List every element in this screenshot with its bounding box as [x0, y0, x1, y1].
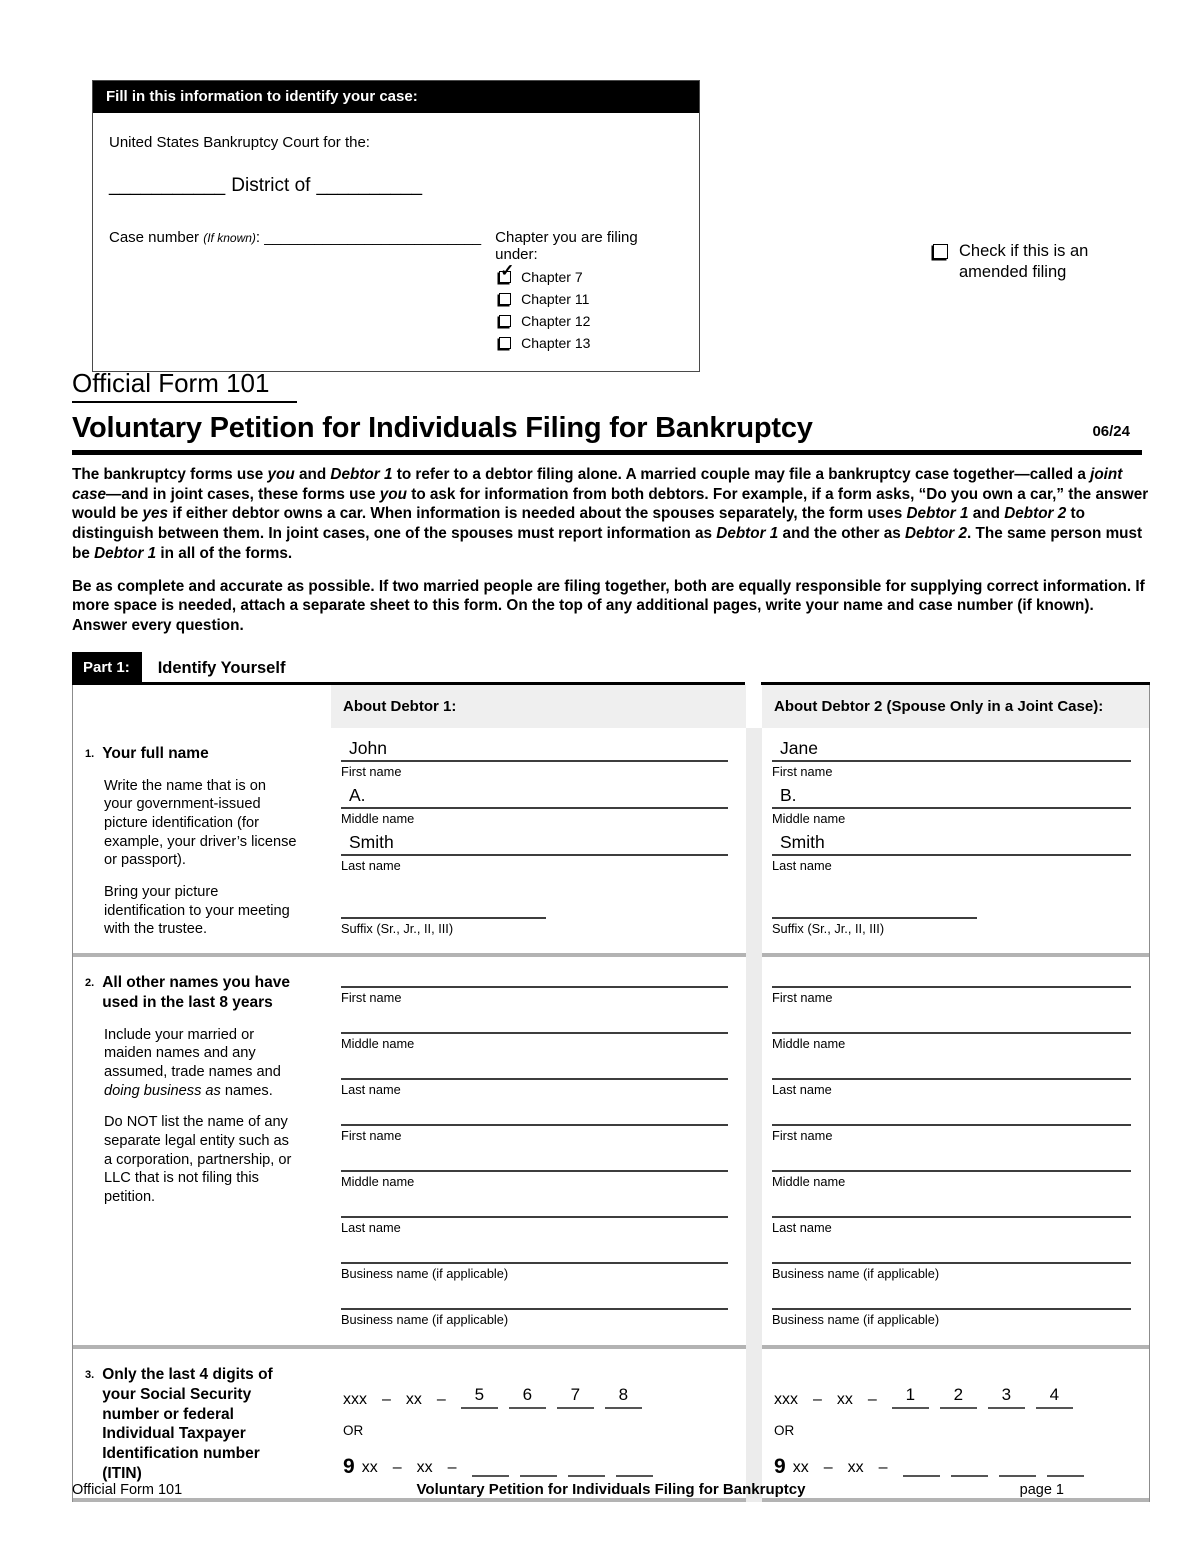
chapter-7-option[interactable]: [499, 269, 683, 285]
table-header-row: [73, 685, 1149, 728]
d1-other-last-name-2-field[interactable]: Last name: [341, 1197, 728, 1235]
d1-or-label: OR: [343, 1422, 364, 1438]
chapter-13-label: Chapter 13: [521, 335, 591, 351]
q2-number: 2.: [85, 976, 95, 989]
blank-line: [341, 1013, 728, 1034]
amended-filing-option[interactable]: [933, 241, 1134, 282]
chapter-options-group: [495, 229, 683, 351]
chapter-7-checkbox[interactable]: [499, 271, 511, 283]
identify-yourself-table: [72, 685, 1150, 1502]
d1-itin-digit-2[interactable]: [520, 1453, 557, 1477]
d1-itin-line[interactable]: 9 xx – xx –: [343, 1453, 728, 1477]
blank-line: [772, 1197, 1131, 1218]
blank-line: [772, 1059, 1131, 1080]
blank-line: [341, 967, 728, 988]
q3-debtor2-cell: [762, 1345, 1149, 1498]
part1-title: Identify Yourself: [157, 658, 286, 677]
part1-gap: [745, 652, 761, 685]
d2-itin-line[interactable]: 9 xx – xx –: [774, 1453, 1131, 1477]
page-footer: [72, 1481, 1150, 1498]
d1-middle-name-label: Middle name: [341, 810, 415, 826]
blank-line: [772, 1151, 1131, 1172]
d2-itin-digit-1[interactable]: [903, 1453, 940, 1477]
blank-line: [341, 1289, 728, 1310]
q3-title: Only the last 4 digits of your Social Security number or federal Individual Taxpayer Identification number (ITIN): [102, 1365, 273, 1483]
chapter-11-checkbox[interactable]: [499, 293, 511, 305]
d1-ssn-digit-1[interactable]: 5: [461, 1385, 498, 1409]
d2-business-name-1-field[interactable]: Business name (if applicable): [772, 1243, 1131, 1281]
debtor1-column-header: About Debtor 1:: [331, 685, 746, 728]
case-number-input[interactable]: __________________________: [264, 229, 482, 246]
q3-question-cell: [73, 1345, 331, 1498]
part1-badge: Part 1:: [72, 652, 142, 682]
d2-last-name-value: Smith: [772, 832, 1131, 856]
chapter-filing-label: Chapter you are filing under:: [495, 229, 638, 263]
d1-first-name-value: John: [341, 738, 728, 762]
chapter-11-option[interactable]: [499, 291, 683, 307]
blank-line: [772, 1013, 1131, 1034]
blank-line: [341, 1105, 728, 1126]
d2-suffix-label: Suffix (Sr., Jr., II, III): [772, 920, 885, 936]
amended-filing-checkbox[interactable]: [933, 244, 948, 259]
d2-other-last-name-1-field[interactable]: Last name: [772, 1059, 1131, 1097]
d1-itin-digit-4[interactable]: [616, 1453, 653, 1477]
q1-description-1: Write the name that is on your government-issued picture identification (for example, your driver’s license or passport).: [104, 777, 297, 869]
d1-other-first-name-2-field[interactable]: First name: [341, 1105, 728, 1143]
d1-last-name-label: Last name: [341, 857, 401, 873]
case-id-box-header: Fill in this information to identify your case:: [93, 81, 699, 113]
chapter-12-checkbox[interactable]: [499, 315, 511, 327]
case-number-group: [109, 229, 481, 246]
blank-line: [772, 967, 1131, 988]
d1-itin-digit-1[interactable]: [472, 1453, 509, 1477]
footer-form-title: Voluntary Petition for Individuals Filing for Bankruptcy: [416, 1481, 806, 1498]
d2-ssn-digit-1[interactable]: 1: [892, 1385, 929, 1409]
d2-last-name-field[interactable]: [772, 832, 1131, 873]
d2-other-first-name-1-field[interactable]: First name: [772, 967, 1131, 1005]
d2-ssn-digit-2[interactable]: 2: [940, 1385, 977, 1409]
chapter-7-label: Chapter 7: [521, 269, 583, 285]
district-of-label: District of: [231, 175, 311, 196]
row-other-names: [73, 953, 1149, 1345]
chapter-11-label: Chapter 11: [521, 291, 590, 307]
column-gap: [746, 685, 762, 728]
d2-other-middle-name-2-field[interactable]: Middle name: [772, 1151, 1131, 1189]
row-ssn: [73, 1345, 1149, 1498]
d2-itin-digit-4[interactable]: [1047, 1453, 1084, 1477]
d2-ssn-digit-4[interactable]: 4: [1036, 1385, 1073, 1409]
debtor2-column-header: About Debtor 2 (Spouse Only in a Joint Case):: [762, 685, 1149, 728]
q1-number: 1.: [85, 747, 95, 760]
footer-form-number: Official Form 101: [72, 1482, 183, 1498]
d2-other-first-name-2-field[interactable]: First name: [772, 1105, 1131, 1143]
title-rule: [72, 450, 1142, 455]
chapter-13-option[interactable]: [499, 335, 683, 351]
d1-first-name-label: First name: [341, 763, 402, 779]
column-gap: [746, 953, 762, 1345]
intro-paragraph-1: The bankruptcy forms use you and Debtor 1 to refer to a debtor filing alone. A married couple may file a bankruptcy case together—called a joint case—and in joint cases, these forms use you to ask for information from both debtors. For example, if a form asks, “Do you own a car,” the answer would be yes if either debtor owns a car. When information is needed about the spouses separately, the form uses Debtor 1 and Debtor 2 to distinguish between them. In joint cases, one of the spouses must report information as Debtor 1 and the other as Debtor 2. The same person must be Debtor 1 in all of the forms.: [72, 466, 1149, 562]
d2-itin-digit-2[interactable]: [951, 1453, 988, 1477]
d1-middle-name-value: A.: [341, 785, 728, 809]
d2-middle-name-field[interactable]: [772, 785, 1131, 826]
form-number-label: Official Form 101: [72, 368, 297, 403]
q1-debtor2-cell: [762, 728, 1149, 953]
case-number-chapter-row: [109, 229, 683, 351]
case-number-label: Case number: [109, 229, 200, 246]
blank-line: [341, 1059, 728, 1080]
case-id-box-body: [93, 113, 699, 371]
d1-itin-digit-3[interactable]: [568, 1453, 605, 1477]
d1-other-first-name-1-field[interactable]: First name: [341, 967, 728, 1005]
case-number-colon: :: [255, 229, 261, 246]
d2-or-label: OR: [774, 1422, 795, 1438]
d2-first-name-label: First name: [772, 763, 833, 779]
d2-suffix-value: [772, 895, 977, 919]
d1-last-name-value: Smith: [341, 832, 728, 856]
title-row: [72, 412, 1150, 445]
page-title: Voluntary Petition for Individuals Filing for Bankruptcy: [72, 412, 813, 444]
case-id-box: [92, 80, 700, 372]
d1-suffix-label: Suffix (Sr., Jr., II, III): [341, 920, 454, 936]
q1-question-cell: [73, 728, 331, 953]
d2-ssn-digit-3[interactable]: 3: [988, 1385, 1025, 1409]
chapter-12-option[interactable]: [499, 313, 683, 329]
q2-debtor2-cell: [762, 953, 1149, 1345]
d2-itin-digit-3[interactable]: [999, 1453, 1036, 1477]
intro-paragraph-2: Be as complete and accurate as possible. If two married people are filing together, both are equally responsible for supplying correct information. If more space is needed, attach a separate sheet to this form. On the top of any additional pages, write your name and case number (if known). Answer every question.: [72, 577, 1145, 635]
part1-header: [72, 652, 1150, 685]
d2-other-last-name-2-field[interactable]: Last name: [772, 1197, 1131, 1235]
d2-business-name-2-field[interactable]: Business name (if applicable): [772, 1289, 1131, 1327]
d1-suffix-field[interactable]: [341, 895, 728, 936]
d2-other-middle-name-1-field[interactable]: Middle name: [772, 1013, 1131, 1051]
table-bottom-separator: [73, 1498, 1149, 1502]
d1-other-middle-name-1-field[interactable]: Middle name: [341, 1013, 728, 1051]
row-full-name: [73, 728, 1149, 953]
d2-first-name-field[interactable]: [772, 738, 1131, 779]
chapter-12-label: Chapter 12: [521, 313, 591, 329]
chapter-13-checkbox[interactable]: [499, 337, 511, 349]
d1-business-name-1-field[interactable]: Business name (if applicable): [341, 1243, 728, 1281]
d1-ssn-line[interactable]: xxx – xx – 5 6 7 8: [343, 1385, 728, 1409]
footer-page-number: page 1: [1019, 1482, 1064, 1498]
d1-ssn-digit-3[interactable]: 7: [557, 1385, 594, 1409]
district-name-input[interactable]: __________: [316, 175, 423, 196]
d1-first-name-field[interactable]: [341, 738, 728, 779]
district-state-input[interactable]: ___________: [109, 175, 226, 196]
q3-number: 3.: [85, 1368, 95, 1381]
d1-other-middle-name-2-field[interactable]: Middle name: [341, 1151, 728, 1189]
q3-debtor1-cell: [331, 1345, 746, 1498]
court-label: United States Bankruptcy Court for the:: [109, 134, 370, 151]
d1-other-last-name-1-field[interactable]: Last name: [341, 1059, 728, 1097]
d1-suffix-value: [341, 895, 546, 919]
d2-middle-name-value: B.: [772, 785, 1131, 809]
d1-middle-name-field[interactable]: [341, 785, 728, 826]
q2-description-2: Do NOT list the name of any separate legal entity such as a corporation, partnership, or LLC that is not filing this petition.: [104, 1114, 292, 1205]
q2-title: All other names you have used in the last 8 years: [102, 973, 290, 1011]
d2-middle-name-label: Middle name: [772, 810, 846, 826]
q2-description-1: Include your married or maiden names and any assumed, trade names and doing business as names.: [104, 1026, 281, 1099]
form-body: [72, 368, 1150, 1502]
d1-last-name-field[interactable]: [341, 832, 728, 873]
blank-line: [341, 1243, 728, 1264]
blank-line: [772, 1105, 1131, 1126]
q2-question-cell: [73, 953, 331, 1345]
d2-first-name-value: Jane: [772, 738, 1131, 762]
header-spacer: [73, 685, 331, 728]
form-version: 06/24: [1092, 423, 1130, 440]
blank-line: [341, 1151, 728, 1172]
blank-line: [341, 1197, 728, 1218]
d1-business-name-2-field[interactable]: Business name (if applicable): [341, 1289, 728, 1327]
part1-rule-right: [761, 652, 1150, 685]
d1-ssn-digit-2[interactable]: 6: [509, 1385, 546, 1409]
blank-line: [772, 1243, 1131, 1264]
q1-debtor1-cell: [331, 728, 746, 953]
case-number-hint: (If known): [203, 231, 256, 245]
column-gap: [746, 1345, 762, 1498]
q1-description-2: Bring your picture identification to your meeting with the trustee.: [104, 883, 290, 938]
blank-line: [772, 1289, 1131, 1310]
q1-title: Your full name: [102, 744, 209, 762]
column-gap: [746, 728, 762, 953]
d2-last-name-label: Last name: [772, 857, 832, 873]
d2-suffix-field[interactable]: [772, 895, 1131, 936]
d2-ssn-line[interactable]: xxx – xx – 1 2 3 4: [774, 1385, 1131, 1409]
amended-filing-label: Check if this is an amended filing: [959, 242, 1089, 281]
district-line: [109, 175, 683, 197]
d1-ssn-digit-4[interactable]: 8: [605, 1385, 642, 1409]
q2-debtor1-cell: [331, 953, 746, 1345]
